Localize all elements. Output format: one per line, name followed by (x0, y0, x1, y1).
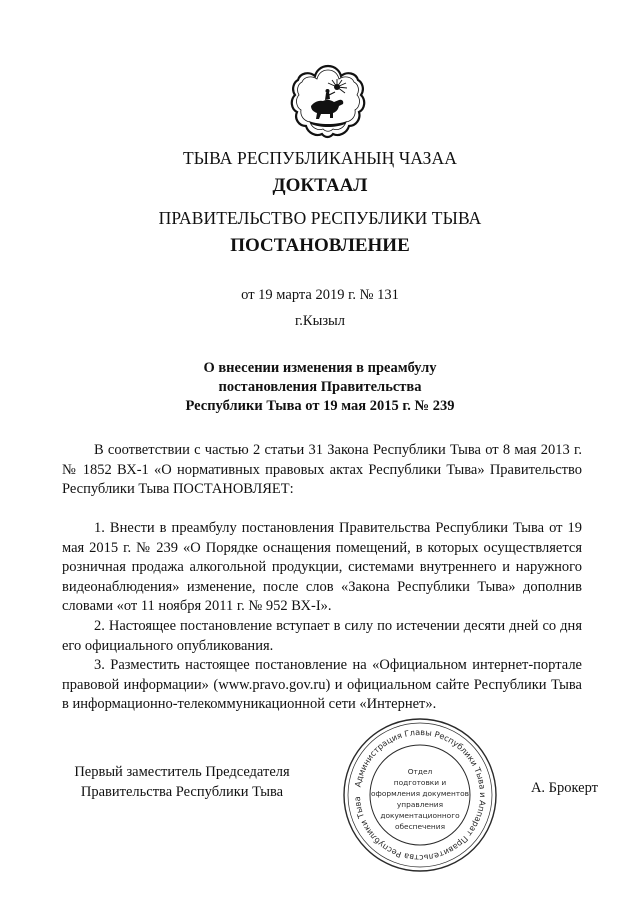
official-stamp (339, 714, 501, 876)
signatory-position-line-2: Правительства Республики Тыва (80, 783, 284, 800)
clause-2: 2. Настоящее постановление вступает в силу по истечении десяти дней со дня его официального опубликования. (62, 618, 582, 654)
stamp-inner-line-1: Отдел (407, 767, 433, 776)
intro-paragraph: В соответствии с частью 2 статьи 31 Закона Республики Тыва от 8 мая 2013 г. № 1852 ВХ-1 «О нормативных правовых актах Республики Тыва» Правительство Республики Тыва ПОСТАНОВЛЯЕТ: (62, 442, 582, 497)
stamp-inner-line-5: документационного (380, 811, 460, 820)
document-title-line-2: постановления Правительства (218, 379, 422, 395)
coat-of-arms-icon (289, 62, 367, 142)
document-title-line-3: Республики Тыва от 19 мая 2015 г. № 239 (185, 398, 455, 414)
document-title-line-1: О внесении изменения в преамбулу (203, 360, 437, 376)
stamp-inner-line-4: управления (396, 800, 444, 809)
stamp-inner-line-6: обеспечения (394, 822, 446, 831)
tuvan-document-type: ДОКТААЛ (272, 175, 368, 196)
clause-3: 3. Разместить настоящее постановление на «Официальном интернет-портале правовой информации» (www.pravo.gov.ru) и официальном сайте Республики Тыва в информационно-телекоммуникационной сети «Интернет». (62, 657, 582, 712)
russian-document-type: ПОСТАНОВЛЕНИЕ (230, 235, 410, 256)
signatory-position (62, 763, 302, 802)
signatory-name: А. Брокерт (530, 780, 598, 796)
tuvan-government-title: ТЫВА РЕСПУБЛИКАНЫҢ ЧАЗАА (182, 148, 458, 168)
russian-government-title: ПРАВИТЕЛЬСТВО РЕСПУБЛИКИ ТЫВА (158, 208, 482, 228)
signatory-position-line-1: Первый заместитель Председателя (74, 764, 290, 780)
date-and-number: от 19 марта 2019 г. № 131 (241, 287, 399, 303)
city: г.Кызыл (294, 313, 346, 329)
stamp-ring-text: Администрация Главы Республики Тыва и Аппарат Правительства Республики Тыва (351, 726, 489, 864)
stamp-inner-line-3: оформления документов (371, 789, 469, 798)
stamp-inner-line-2: подготовки и (393, 778, 447, 787)
clause-1: 1. Внести в преамбулу постановления Правительства Республики Тыва от 19 мая 2015 г. № 239 «О Порядке оснащения помещений, в которых осуществляется розничная продажа алкогольной продукции, системами внутреннего и наружного видеонаблюдения» изменение, после слов «Закона Республики Тыва» дополнив словами «от 11 ноября 2011 г. № 952 ВХ-I». (62, 520, 582, 614)
